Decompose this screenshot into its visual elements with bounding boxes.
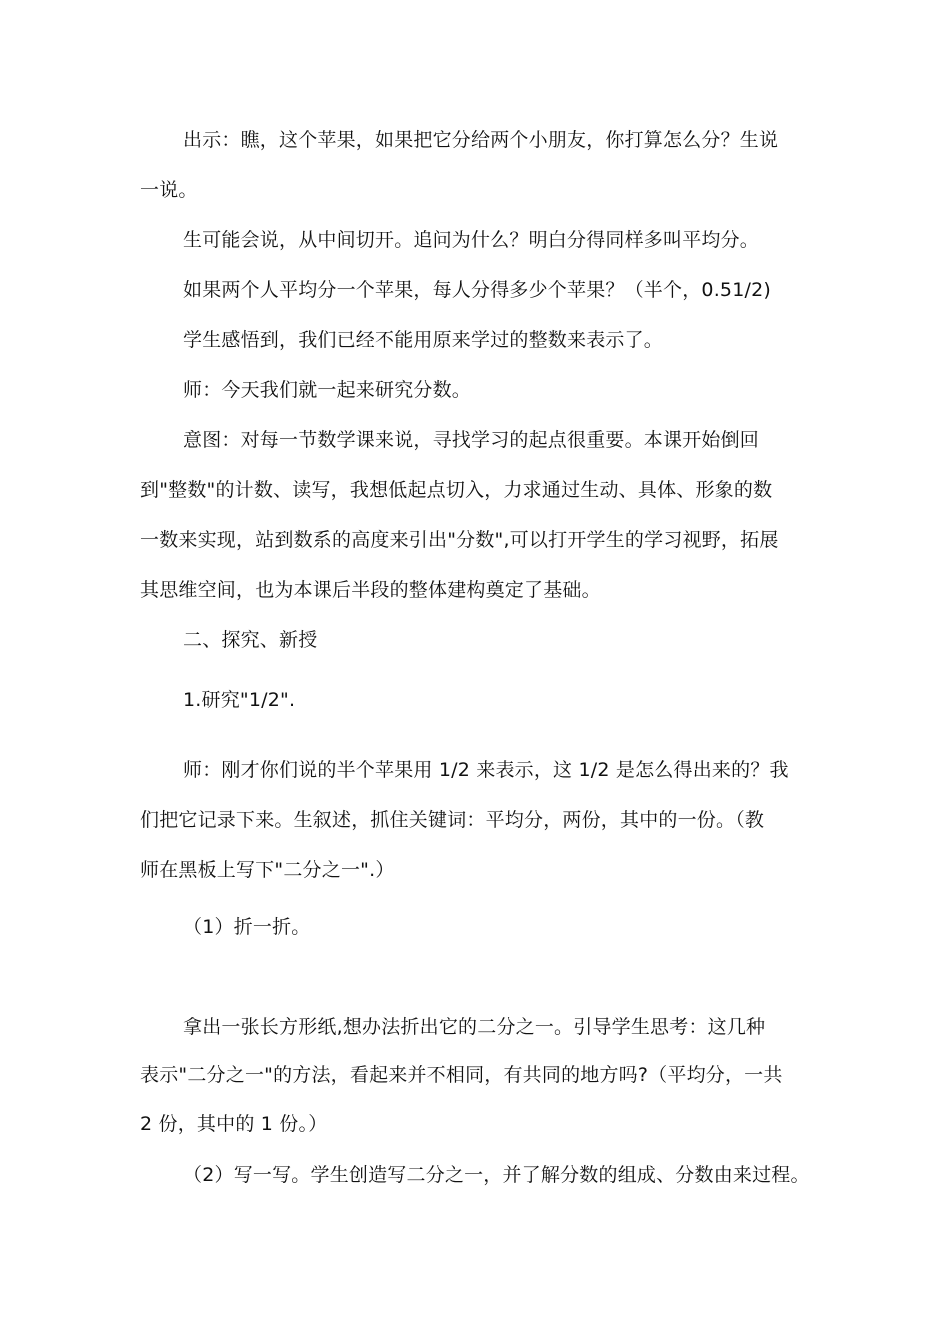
text-line-fold-paper-cont-1: 表示"二分之一"的方法，看起来并不相同，有共同的地方吗?（平均分，一共 xyxy=(140,1064,783,1086)
text-line-student-answer: 生可能会说，从中间切开。追问为什么？明白分得同样多叫平均分。 xyxy=(183,229,760,251)
text-line-fold-paper: 拿出一张长方形纸,想办法折出它的二分之一。引导学生思考：这几种 xyxy=(183,1016,766,1038)
text-line-intent-cont-1: 到"整数"的计数、读写，我想低起点切入，力求通过生动、具体、形象的数 xyxy=(140,479,773,501)
text-line-intent-cont-3: 其思维空间，也为本课后半段的整体建构奠定了基础。 xyxy=(140,579,601,601)
text-line-teacher: 师：今天我们就一起来研究分数。 xyxy=(183,379,472,401)
step-heading-fold: （1）折一折。 xyxy=(183,916,311,938)
subsection-heading: 1.研究"1/2". xyxy=(183,689,296,711)
text-line-teacher-half-cont-2: 师在黑板上写下"二分之一".） xyxy=(140,859,395,881)
text-line-intro-cont: 一说。 xyxy=(140,179,198,201)
text-line-intro: 出示：瞧，这个苹果，如果把它分给两个小朋友，你打算怎么分？生说 xyxy=(183,129,779,151)
text-line-teacher-half: 师：刚才你们说的半个苹果用 1/2 来表示，这 1/2 是怎么得出来的？我 xyxy=(183,759,789,781)
text-line-realization: 学生感悟到，我们已经不能用原来学过的整数来表示了。 xyxy=(183,329,664,351)
text-line-intent: 意图：对每一节数学课来说，寻找学习的起点很重要。本课开始倒回 xyxy=(183,429,760,451)
text-line-teacher-half-cont-1: 们把它记录下来。生叙述，抓住关键词：平均分，两份，其中的一份。（教 xyxy=(140,809,765,831)
text-line-question: 如果两个人平均分一个苹果，每人分得多少个苹果？（半个，0.51/2) xyxy=(183,279,772,301)
text-line-fold-paper-cont-2: 2 份，其中的 1 份。） xyxy=(140,1113,328,1135)
section-heading: 二、探究、新授 xyxy=(183,629,318,651)
step-heading-write: （2）写一写。学生创造写二分之一，并了解分数的组成、分数由来过程。 xyxy=(183,1164,810,1186)
text-line-intent-cont-2: 一数来实现，站到数系的高度来引出"分数",可以打开学生的学习视野，拓展 xyxy=(140,529,779,551)
